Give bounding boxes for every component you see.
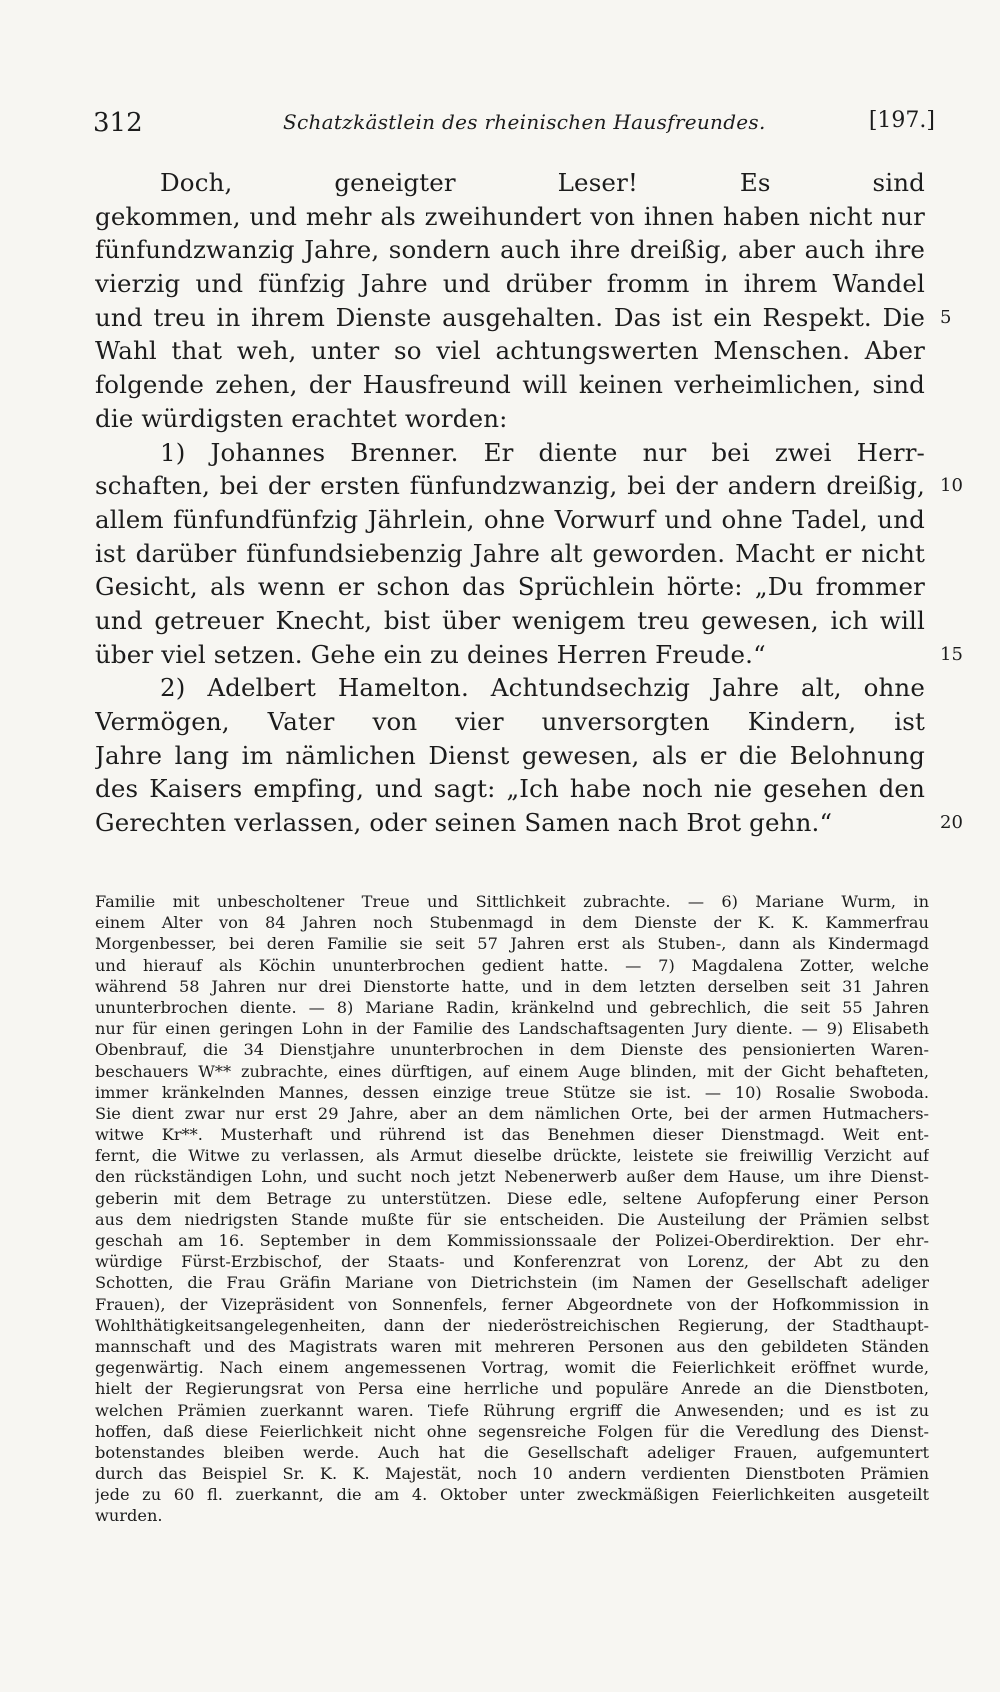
footnote-line: durch das Beispiel Sr. K. K. Majestät, noch 10 andern verdienten Dienstboten Prämien: [95, 1464, 929, 1484]
footnote-line: Morgenbesser, bei deren Familie sie seit 57 Jahren erst als Stuben-, dann als Kindermagd: [95, 934, 929, 954]
footnote-line: während 58 Jahren nur drei Dienstorte hatte, und in dem letzten derselben seit 31 Jahren: [95, 976, 929, 996]
footnote-line: nur für einen geringen Lohn in der Familie des Landschaftsagenten Jury diente. — 9) Elisabeth: [95, 1019, 929, 1039]
main-text: [95, 166, 963, 840]
text-line: über viel setzen. Gehe ein zu deines Herren Freude.“: [95, 639, 766, 669]
footnote-line: geschah am 16. September in dem Kommissionssaale der Polizei-Oberdirektion. Der ehr-: [95, 1231, 929, 1250]
footnote-line: geberin mit dem Betrage zu unterstützen. Diese edle, seltene Aufopferung einer Person: [95, 1188, 929, 1208]
footnote-line: botenstandes bleiben werde. Auch hat die Gesellschaft adeliger Frauen, aufgemuntert: [95, 1442, 929, 1462]
footnote-line: witwe Kr**. Musterhaft und rührend ist das Benehmen dieser Dienstmagd. Weit ent-: [95, 1125, 929, 1145]
page-number: 312: [93, 108, 143, 138]
text-line: Vermögen, Vater von vier unversorgten Kindern, ist: [95, 707, 925, 736]
footnote-line: hielt der Regierungsrat von Persa eine herrliche und populäre Anrede an die Dienstboten,: [95, 1379, 929, 1399]
text-line: vierzig und fünfzig Jahre und drüber fromm in ihrem Wandel: [95, 269, 925, 299]
running-head: [93, 108, 935, 138]
text-line: ist darüber fünfundsiebenzig Jahre alt geworden. Macht er nicht: [95, 538, 925, 568]
footnote-line: wurden.: [95, 1506, 163, 1526]
footnote-line: Obenbrauf, die 34 Dienstjahre ununterbrochen in dem Dienste des pensionierten Waren-: [95, 1040, 929, 1060]
text-line: schaften, bei der ersten fünfundzwanzig, bei der andern dreißig,: [95, 471, 925, 501]
footnote-line: und hierauf als Köchin ununterbrochen gedient hatte. — 7) Magdalena Zotter, welche: [95, 955, 929, 975]
footnote-line: Schotten, die Frau Gräfin Mariane von Dietrichstein (im Namen der Gesellschaft adeliger: [95, 1273, 929, 1293]
text-line: und getreuer Knecht, bist über wenigem treu gewesen, ich will: [95, 605, 925, 635]
footnote-line: fernt, die Witwe zu verlassen, als Armut dieselbe drückte, leistete sie freiwillig Verzicht auf: [95, 1146, 929, 1166]
text-line: die würdigsten erachtet worden:: [95, 403, 508, 433]
line-number-10: 10: [940, 475, 963, 497]
footnote-line: Frauen), der Vizepräsident von Sonnenfels, ferner Abgeordnete von der Hofkommission in: [95, 1294, 929, 1314]
text-line: Wahl that weh, unter so viel achtungswerten Menschen. Aber: [95, 336, 925, 366]
text-line: des Kaisers empfing, und sagt: „Ich habe noch nie gesehen den: [95, 774, 925, 804]
footnote-line: aus dem niedrigsten Stande mußte für sie entscheiden. Die Austeilung der Prämien selbst: [95, 1209, 929, 1229]
footnote-line: Sie dient zwar nur erst 29 Jahre, aber an dem nämlichen Orte, bei der armen Hutmachers-: [95, 1103, 929, 1123]
running-title: Schatzkästlein des rheinischen Hausfreundes.: [283, 110, 766, 134]
footnote-line: würdige Fürst-Erzbischof, der Staats- und Konferenzrat von Lorenz, der Abt zu den: [95, 1252, 929, 1272]
text-line: Gesicht, als wenn er schon das Sprüchlein hörte: „Du frommer: [95, 572, 925, 602]
footnote-line: Familie mit unbescholtener Treue und Sittlichkeit zubrachte. — 6) Mariane Wurm, in: [95, 892, 929, 911]
text-line: folgende zehen, der Hausfreund will keinen verheimlichen, sind: [95, 370, 925, 400]
text-line: 2) Adelbert Hamelton. Achtundsechzig Jahre alt, ohne: [160, 673, 925, 703]
footnote-line: beschauers W** zubrachte, eines dürftigen, auf einem Auge blinden, mit der Gicht behafteten,: [95, 1061, 929, 1081]
text-line: und treu in ihrem Dienste ausgehalten. Das ist ein Respekt. Die: [95, 302, 925, 332]
footnote-line: den rückständigen Lohn, und sucht noch jetzt Nebenerwerb außer dem Hause, um ihre Dienst-: [95, 1167, 929, 1187]
footnote-line: mannschaft und des Magistrats waren mit mehreren Personen aus den gebildeten Ständen: [95, 1336, 929, 1356]
footnote-line: welchen Prämien zuerkannt waren. Tiefe Rührung ergriff die Anwesenden; und es ist zu: [95, 1400, 929, 1420]
footnote-line: gegenwärtig. Nach einem angemessenen Vortrag, womit die Feierlichkeit eröffnet wurde,: [95, 1358, 929, 1378]
footnote-line: jede zu 60 fl. zuerkannt, die am 4. Oktober unter zweckmäßigen Feierlichkeiten ausgeteilt: [95, 1485, 929, 1505]
line-number-5: 5: [940, 306, 952, 328]
text-line: 1) Johannes Brenner. Er diente nur bei zwei Herr-: [160, 437, 925, 467]
text-line: allem fünfundfünfzig Jährlein, ohne Vorwurf und ohne Tadel, und: [95, 504, 925, 534]
text-line: fünfundzwanzig Jahre, sondern auch ihre dreißig, aber auch ihre: [95, 235, 925, 265]
footnote: [95, 891, 929, 1527]
footnote-line: ununterbrochen diente. — 8) Mariane Radin, kränkelnd und gebrechlich, die seit 55 Jahren: [95, 997, 929, 1017]
footnote-line: hoffen, daß diese Feierlichkeit nicht ohne segensreiche Folgen für die Veredlung des Dienst-: [95, 1421, 929, 1441]
footnote-line: immer kränkelnden Mannes, dessen einzige treue Stütze sie ist. — 10) Rosalie Swoboda.: [95, 1082, 929, 1102]
line-number-20: 20: [940, 812, 963, 834]
line-number-15: 15: [940, 643, 963, 665]
footnote-line: Wohlthätigkeitsangelegenheiten, dann der niederöstreichischen Regierung, der Stadthaupt-: [95, 1315, 929, 1335]
text-line: Jahre lang im nämlichen Dienst gewesen, als er die Belohnung: [95, 740, 925, 770]
text-line: Doch, geneigter Leser! Es sind: [160, 168, 925, 197]
text-line: gekommen, und mehr als zweihundert von ihnen haben nicht nur: [95, 201, 925, 231]
text-line: Gerechten verlassen, oder seinen Samen nach Brot gehn.“: [95, 808, 833, 838]
footnote-line: einem Alter von 84 Jahren noch Stubenmagd in dem Dienste der K. K. Kammerfrau: [95, 913, 929, 933]
section-number: [197.]: [868, 108, 935, 133]
